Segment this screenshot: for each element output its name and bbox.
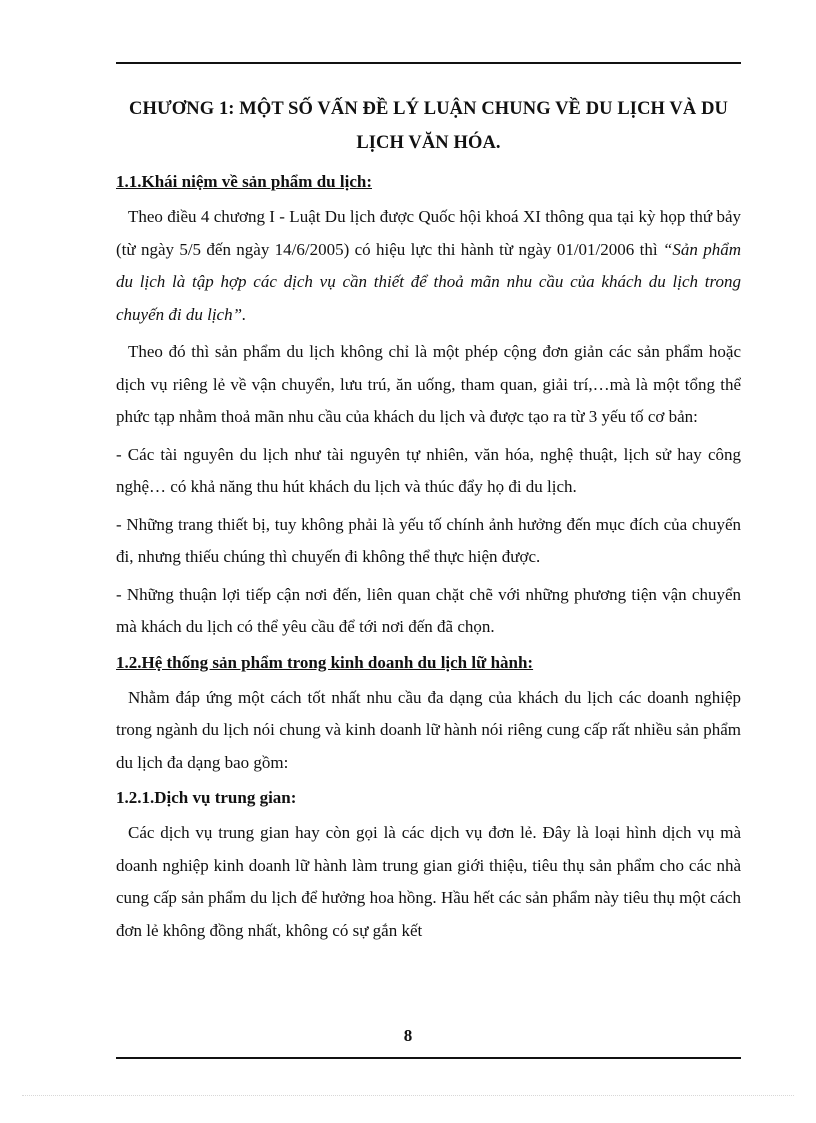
section-heading-1-1: 1.1.Khái niệm về sản phẩm du lịch: — [116, 172, 372, 191]
law-reference-text: Theo điều 4 chương I - Luật Du lịch được Quốc hội khoá XI thông qua tại kỳ họp thứ bảy (từ ngày 5/5 đến ngày 14/6/2005) có hiệu lực thi hành từ ngày 01/01/2006 thì — [116, 207, 741, 259]
paragraph-law-definition — [116, 201, 741, 331]
chapter-title: CHƯƠNG 1: MỘT SỐ VẤN ĐỀ LÝ LUẬN CHUNG VỀ DU LỊCH VÀ DU LỊCH VĂN HÓA. — [129, 99, 728, 153]
footer-rule — [116, 1057, 741, 1059]
page-content — [116, 92, 741, 952]
paragraph-product-overview: Theo đó thì sản phẩm du lịch không chỉ là một phép cộng đơn giản các sản phẩm hoặc dịch vụ riêng lẻ về vận chuyển, lưu trú, ăn uống, tham quan, giải trí,…mà là một tổng thể phức tạp nhằm thoả mãn nhu cầu của khách du lịch và được tạo ra từ 3 yếu tố cơ bản: — [116, 342, 741, 426]
definition-quote: “Sản phẩm du lịch là tập hợp các dịch vụ cần thiết để thoả mãn nhu cầu của khách du lịch trong chuyến đi du lịch”. — [116, 239, 741, 324]
bullet-equipment: - Những trang thiết bị, tuy không phải là yếu tố chính ảnh hưởng đến mục đích của chuyến đi, nhưng thiếu chúng thì chuyến đi không thể thực hiện được. — [116, 514, 741, 566]
paragraph-product-system: Nhằm đáp ứng một cách tốt nhất nhu cầu đa dạng của khách du lịch các doanh nghiệp trong ngành du lịch nói chung và kinh doanh lữ hành nói riêng cung cấp rất nhiều sản phẩm du lịch đa dạng bao gồm: — [116, 687, 741, 772]
page-number: 8 — [403, 1026, 413, 1045]
page-edge-divider — [22, 1095, 794, 1096]
section-heading-1-2-1: 1.2.1.Dịch vụ trung gian: — [116, 788, 297, 807]
bullet-accessibility: - Những thuận lợi tiếp cận nơi đến, liên quan chặt chẽ với những phương tiện vận chuyển mà khách du lịch có thể yêu cầu để tới nơi đến đã chọn. — [116, 584, 741, 636]
paragraph-intermediary-services: Các dịch vụ trung gian hay còn gọi là các dịch vụ đơn lẻ. Đây là loại hình dịch vụ mà doanh nghiệp kinh doanh lữ hành làm trung gian giới thiệu, tiêu thụ sản phẩm cho các nhà cung cấp sản phẩm du lịch để hưởng hoa hồng. Hầu hết các sản phẩm này tiêu thụ một cách đơn lẻ không đồng nhất, không có sự gắn kết — [116, 823, 741, 940]
header-rule — [116, 62, 741, 64]
bullet-tourism-resources: - Các tài nguyên du lịch như tài nguyên tự nhiên, văn hóa, nghệ thuật, lịch sử hay công nghệ… có khả năng thu hút khách du lịch và thúc đẩy họ đi du lịch. — [116, 444, 741, 496]
section-heading-1-2: 1.2.Hệ thống sản phẩm trong kinh doanh du lịch lữ hành: — [116, 652, 534, 672]
